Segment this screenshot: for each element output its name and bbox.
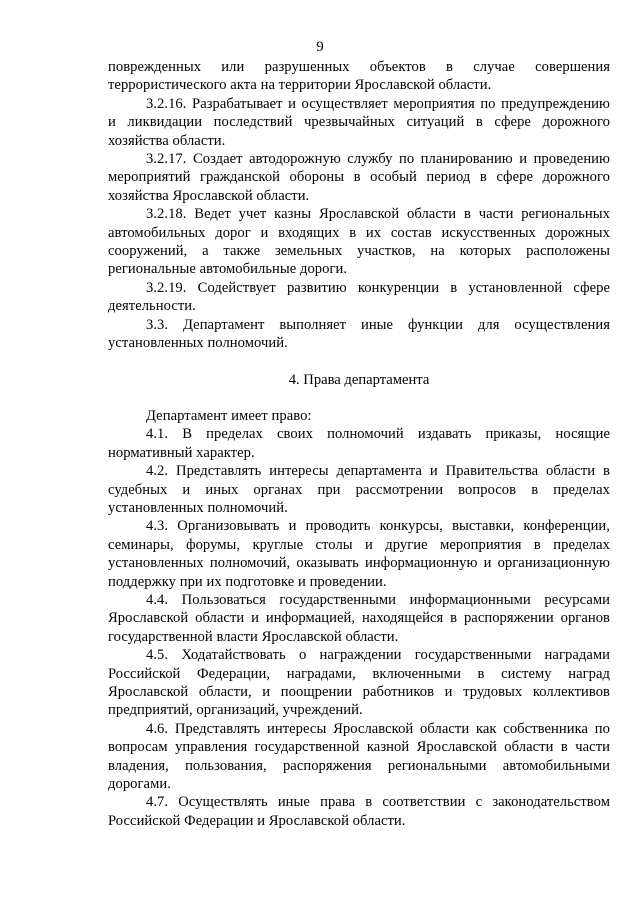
paragraph-4-3: 4.3. Организовывать и проводить конкурсы, выставки, конференции, семинары, форумы, круглые столы и другие мероприятия в пределах установленных полномочий, оказывать информационную и организационную поддержку при их подготовке и проведении. [108,518,610,590]
paragraph-3-2-19: 3.2.19. Содействует развитию конкуренции в установленной сфере деятельности. [108,279,610,315]
paragraph-3-3: 3.3. Департамент выполняет иные функции для осуществления установленных полномочий. [108,316,610,352]
paragraph-continuation: поврежденных или разрушенных объектов в случае совершения террористического акта на территории Ярославской области. [108,59,610,94]
paragraph-3-2-17: 3.2.17. Создает автодорожную службу по планированию и проведению мероприятий гражданской обороны в особый период в сфере дорожного хозяйства Ярославской области. [108,151,610,204]
paragraph-4-5: 4.5. Ходатайствовать о награждении государственными наградами Российской Федерации, наградами, включенными в систему наград Ярославской области, и поощрении работников и трудовых коллективов предприятий, организаций, учреждений. [108,647,610,719]
section-heading: 4. Права департамента [288,371,430,388]
paragraph-4-1: 4.1. В пределах своих полномочий издавать приказы, носящие нормативный характер. [108,426,610,461]
paragraph-4-4: 4.4. Пользоваться государственными информационными ресурсами Ярославской области и информацией, находящейся в распоряжении органов государственной власти Ярославской области. [108,591,610,645]
paragraph-4-7: 4.7. Осуществлять иные права в соответствии с законодательством Российской Федерации и Ярославской области. [108,794,610,829]
document-body [108,58,610,830]
page-number: 9 [316,39,324,55]
paragraph-4-6: 4.6. Представлять интересы Ярославской области как собственника по вопросам управления государственной казной Ярославской области в части владения, пользования, распоряжения региональными автомобильными дорогами. [108,720,610,793]
paragraph-rights-intro: Департамент имеет право: [146,407,312,424]
paragraph-4-2: 4.2. Представлять интересы департамента и Правительства области в судебных и иных органах при рассмотрении вопросов в пределах установленных полномочий. [108,463,610,516]
paragraph-3-2-18: 3.2.18. Ведет учет казны Ярославской области в части региональных автомобильных дорог и входящих в их состав искусственных дорожных сооружений, а также земельных участков, на которых расположены региональные автомобильные дороги. [108,206,610,278]
paragraph-3-2-16: 3.2.16. Разрабатывает и осуществляет мероприятия по предупреждению и ликвидации последствий чрезвычайных ситуаций в сфере дорожного хозяйства области. [108,95,610,149]
